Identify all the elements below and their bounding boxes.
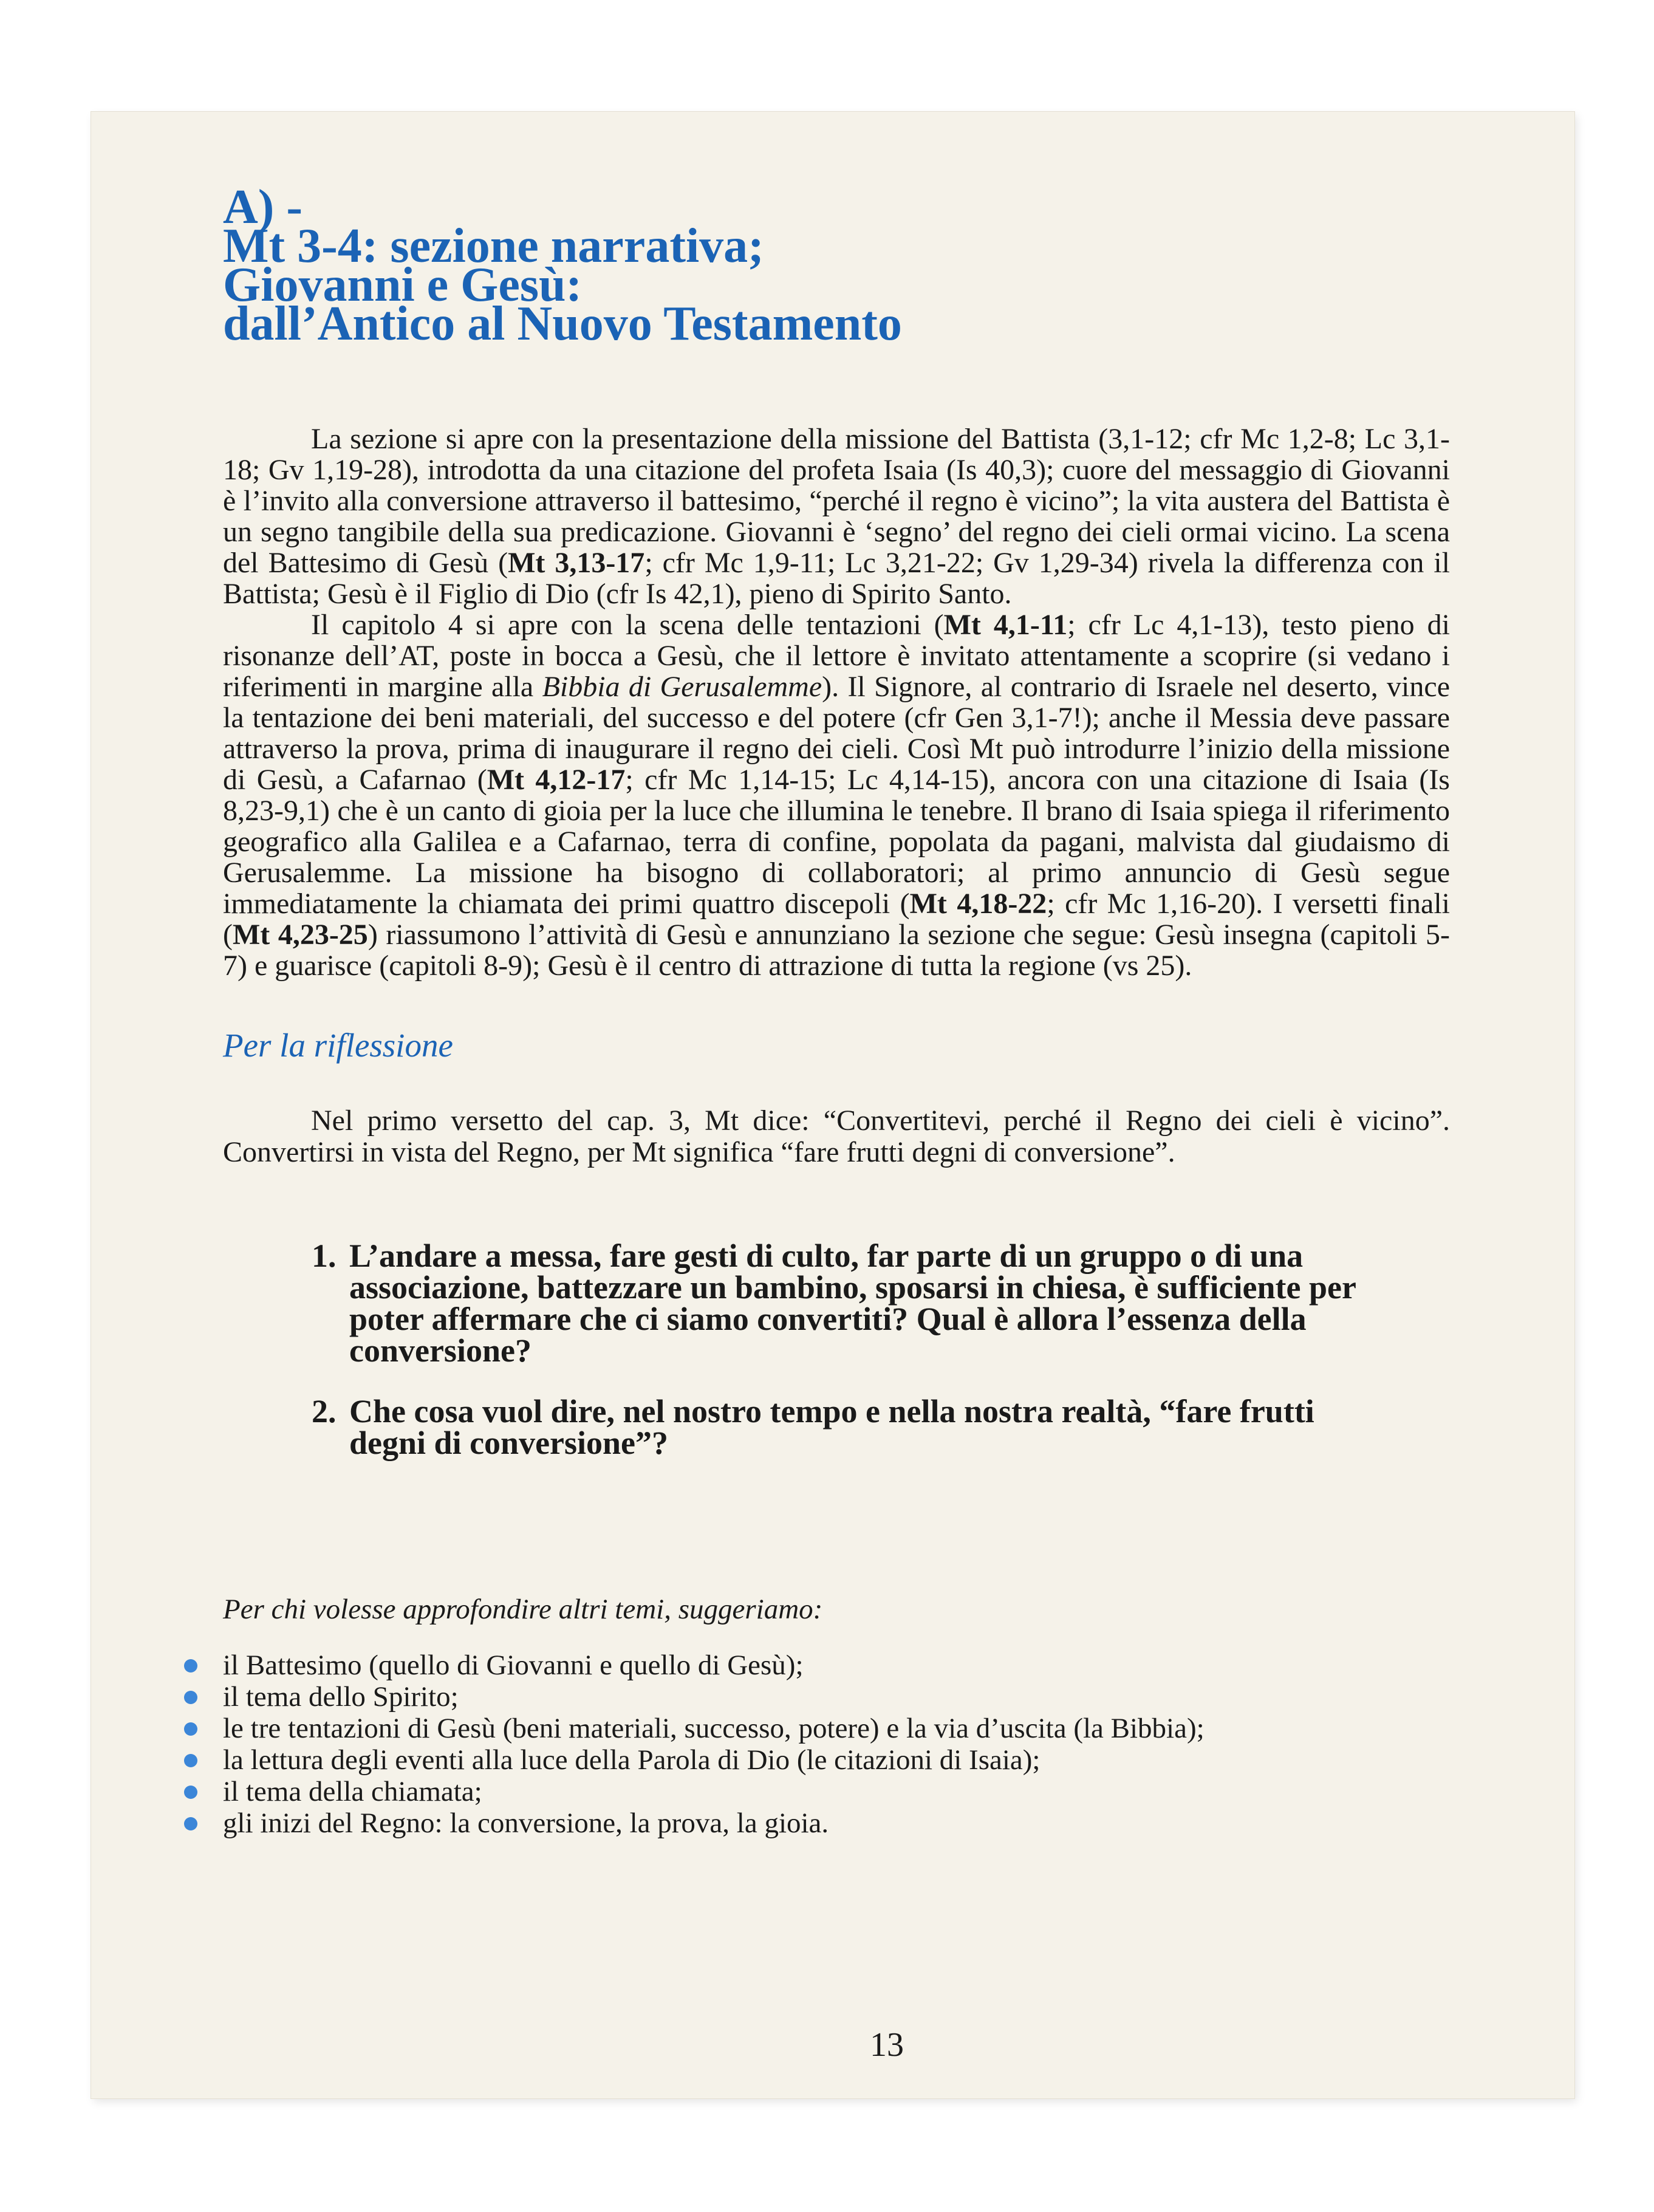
list-item-text: la lettura degli eventi alla luce della Parola di Dio (le citazioni di Isaia); — [223, 1744, 1041, 1776]
question-number: 1. — [312, 1238, 337, 1274]
body-paragraph: La sezione si apre con la presentazione della missione del Battista (3,1-12; cfr Mc 1,2-8; Lc 3,1-18; Gv 1,19-28), introdotta da una citazione del profeta Isaia (Is 40,3); cuore del messaggio di Giovanni è l’invito alla conversione attraverso il battesimo, “perché il regno è vicino”; la vita austera del Battista è un segno tangibile della sua predicazione. Giovanni è ‘segno’ del regno dei cieli ormai vicino. La scena del Battesimo di Gesù (Mt 3,13-17; cfr Mc 1,9-11; Lc 3,21-22; Gv 1,29-34) rivela la differenza con il Battista; Gesù è il Figlio di Dio (cfr Is 42,1), pieno di Spirito Santo. — [223, 423, 1450, 610]
list-item-text: il tema dello Spirito; — [223, 1681, 459, 1713]
list-item — [223, 1807, 1450, 1839]
section-heading-prefix: A) - — [223, 180, 303, 234]
reflection-questions — [223, 1240, 1450, 1459]
section-heading-line: dall’Antico al Nuovo Testamento — [223, 297, 902, 351]
list-item-text: gli inizi del Regno: la conversione, la prova, la gioia. — [223, 1807, 829, 1839]
bullet-dot-icon — [184, 1691, 197, 1704]
list-item — [223, 1649, 1450, 1681]
list-item — [223, 1713, 1450, 1744]
suggestions-list — [223, 1649, 1450, 1839]
scripture-reference: Mt 3,13-17 — [508, 547, 645, 579]
section-heading-line: Mt 3-4: sezione narrativa; — [223, 219, 764, 273]
question-item — [312, 1395, 1450, 1459]
list-item-text: il tema della chiamata; — [223, 1776, 482, 1807]
list-item — [223, 1744, 1450, 1776]
body-paragraph: Il capitolo 4 si apre con la scena delle tentazioni (Mt 4,1-11; cfr Lc 4,1-13), testo pieno di risonanze dell’AT, poste in bocca a Gesù, che il lettore è invitato attentamente a scoprire (si vedano i riferimenti in margine alla Bibbia di Gerusalemme). Il Signore, al contrario di Israele nel deserto, vince la tentazione dei beni materiali, del successo e del potere (cfr Gen 3,1-7!); anche il Messia deve passare attraverso la prova, prima di inaugurare il regno dei cieli. Così Mt può introdurre l’inizio della missione di Gesù, a Cafarnao (Mt 4,12-17; cfr Mc 1,14-15; Lc 4,14-15), ancora con una citazione di Isaia (Is 8,23-9,1) che è un canto di gioia per la luce che illumina le tenebre. Il brano di Isaia spiega il riferimento geografico alla Galilea e a Cafarnao, terra di confine, popolata da pagani, malvista dal giudaismo di Gerusalemme. La missione ha bisogno di collaboratori; al primo annuncio di Gesù segue immediatamente la chiamata dei primi quattro discepoli (Mt 4,18-22; cfr Mc 1,16-20). I versetti finali (Mt 4,23-25) riassumono l’attività di Gesù e annunziano la sezione che segue: Gesù insegna (capitoli 5-7) e guarisce (capitoli 8-9); Gesù è il centro di attrazione di tutta la regione (vs 25). — [223, 609, 1451, 982]
bullet-dot-icon — [184, 1817, 197, 1830]
reflection-text: Nel primo versetto del cap. 3, Mt dice: “Convertitevi, perché il Regno dei cieli è vicino”. Convertirsi in vista del Regno, per Mt significa “fare frutti degni di conversione”. — [223, 1104, 1450, 1168]
page-number: 13 — [870, 2026, 904, 2064]
document-page — [91, 112, 1574, 2098]
question-text: Che cosa vuol dire, nel nostro tempo e nella nostra realtà, “fare frutti degni di conversione”? — [349, 1393, 1314, 1461]
scripture-reference: Mt 4,18-22 — [909, 888, 1047, 920]
scripture-reference: Mt 4,23-25 — [232, 919, 368, 951]
scripture-reference: Mt 4,1-11 — [943, 609, 1068, 641]
bullet-dot-icon — [184, 1659, 197, 1673]
question-item — [312, 1238, 1450, 1369]
reflection-heading: Per la riflessione — [223, 1027, 453, 1064]
bullet-dot-icon — [184, 1786, 197, 1799]
bullet-dot-icon — [184, 1722, 197, 1736]
scripture-reference: Mt 4,12-17 — [487, 764, 626, 796]
question-number: 2. — [312, 1393, 337, 1430]
page-content — [223, 180, 1451, 1839]
list-item — [223, 1681, 1450, 1713]
list-item — [223, 1776, 1450, 1807]
section-heading-line: Giovanni e Gesù: — [223, 258, 583, 312]
list-item-text: il Battesimo (quello di Giovanni e quello di Gesù); — [223, 1649, 804, 1681]
suggestions-intro: Per chi volesse approfondire altri temi, suggeriamo: — [223, 1594, 823, 1625]
question-text: L’andare a messa, fare gesti di culto, far parte di un gruppo o di una associazione, battezzare un bambino, sposarsi in chiesa, è sufficiente per poter affermare che ci siamo convertiti? Qual è allora l’essenza della conversione? — [349, 1238, 1356, 1369]
section-heading-lines — [223, 219, 1450, 351]
bullet-dot-icon — [184, 1754, 197, 1767]
section-heading — [223, 180, 1450, 351]
list-item-text: le tre tentazioni di Gesù (beni materiali, successo, potere) e la via d’uscita (la Bibbia); — [223, 1713, 1205, 1744]
narrative-body — [223, 423, 1450, 981]
book-title: Bibbia di Gerusalemme — [542, 671, 822, 703]
